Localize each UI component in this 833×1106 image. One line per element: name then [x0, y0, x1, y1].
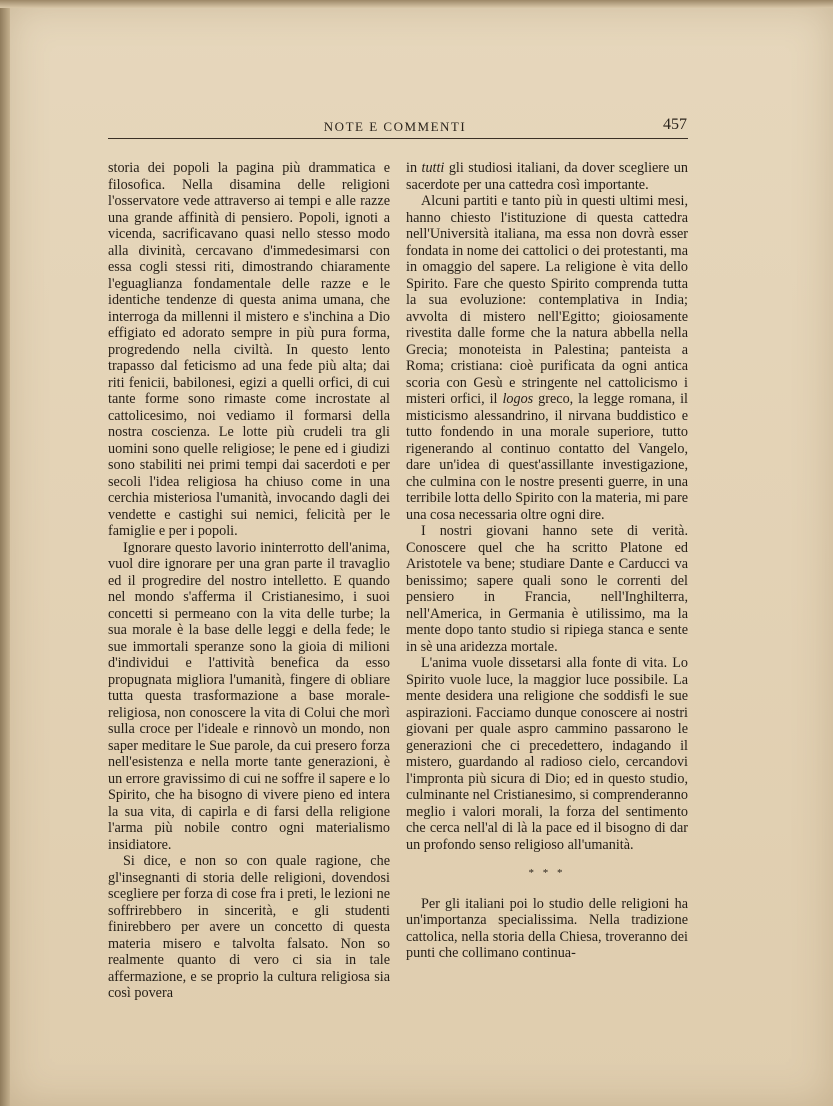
right-p2-emphasis: logos — [502, 391, 534, 407]
right-paragraph-2 — [406, 193, 688, 523]
section-separator: * * * — [528, 867, 566, 879]
right-column — [406, 160, 688, 962]
left-paragraph-3: Si dice, e non so con quale ragione, che gl'insegnanti di storia delle religioni, dovendosi scegliere per forza di cose fra i preti, le lezioni ne soffrirebbero in sincerità, e gli studenti finirebbero per avere un concetto di questa materia misero e talvolta falsato. Non so realmente quanto di vero ci sia in tale affermazione, e se proprio la cultura religiosa sia così povera — [108, 853, 390, 1001]
running-header-title: NOTE E COMMENTI — [323, 119, 467, 134]
right-p1-text-b: gli studiosi italiani, da dover scegliere un sacerdote per una cattedra così importante. — [406, 160, 688, 193]
right-paragraph-5: Per gli italiani poi lo studio delle religioni ha un'importanza specialissima. Nella tradizione cattolica, nella storia della Chiesa, troveranno dei punti che collimano continua- — [406, 895, 688, 961]
right-paragraph-3: I nostri giovani hanno sete di verità. Conoscere quel che ha scritto Platone ed Aristotele va bene; studiare Dante e Carducci va benissimo; sapere quali sono le correnti del pensiero in Francia, nell'Inghilterra, nell'America, in Germania è utilissimo, ma la mente dopo tanto studio si ripiega stanca e sente in sè una aridezza mortale. — [406, 523, 688, 655]
right-paragraph-1 — [406, 160, 688, 193]
right-paragraph-4: L'anima vuole dissetarsi alla fonte di vita. Lo Spirito vuole luce, la maggior luce possibile. La mente desidera una religione che soddisfi le sue aspirazioni. Facciamo dunque conoscere ai nostri giovani per quale aspro cammino passarono le generazioni che ci precedettero, indagando il mistero, guardando al radioso cielo, cercandovi l'impronta più sicura di Dio; ed in questo studio, culminante nel Cristianesimo, si comprenderanno meglio i valori morali, la forza del sentimento che cerca nell'al di là la pace ed il bisogno di dar un profondo senso religioso all'umanità. — [406, 655, 688, 853]
page-number: 457 — [663, 116, 687, 133]
left-paragraph-2: Ignorare questo lavorio ininterrotto dell'anima, vuol dire ignorare per una gran parte il travaglio ed il progredire del nostro intelletto. E quando nel mondo s'afferma il Cristianesimo, i suoi concetti si permeano con la vita delle turbe; la sua morale è la base delle leggi e della fede; le sue immortali speranze sono la gioia di milioni d'individui e l'attività benefica da esso propugnata migliora l'umanità, fingere di obliare tutta questa trasformazione a base morale-religiosa, non conoscere la vita di Colui che morì sulla croce per l'ideale e rinnovò un mondo, non saper meditare le Sue parole, da cui presero forza nell'esistenza e nella morte tante generazioni, è un errore gravissimo di cui ne soffre il sapere e lo Spirito, che ha bisogno di vivere pieno ed intera la sua vita, di capirla e di farsi della religione l'arma più nobile contro ogni materialismo insidiatore. — [108, 539, 390, 853]
left-paragraph-1: storia dei popoli la pagina più drammatica e filosofica. Nella disamina delle religioni l'osservatore vede attraverso ai tempi e alle razze una grande affinità di pensiero. Popoli, ignoti a vicenda, sacrificavano quasi nello stesso modo alla divinità, cercavano d'immedesimarsi con essa cogli stessi riti, dimostrando chiaramente l'eguaglianza fondamentale delle razze e le identiche tendenze di questa anima umana, che interroga da millenni il mistero e s'inchina a Dio effigiato ed adorato sempre in più pura forma, progredendo nella civiltà. In questo lento trapasso dal feticismo ad una fede più alta; dai riti fenicii, babilonesi, egizi a quelli orfici, di cui tante forme sono rimaste come incrostate al cattolicesimo, noi vediamo il formarsi della nostra coscienza. Le lotte più crudeli tra gli uomini sono quelle religiose; le pene ed i giudizi sono stabiliti nei primi tempi dai sacerdoti e per secoli l'idea religiosa ha chiuso come in una cerchia misteriosa l'umanità, invocando dagli dei vendette e castighi sui nemici, felicità per le famiglie e per i popoli. — [108, 160, 390, 539]
left-column — [108, 160, 390, 1002]
right-p1-text-a: in — [406, 160, 422, 176]
right-p2-text-b: greco, la legge romana, il misticismo alessandrino, il nirvana buddistico e tutto fondendo in una morale superiore, tutto rigenerando al continuo contatto del Vangelo, dare un'idea di quest'assillante investigazione, che culmina con le nostre presenti guerre, in una terribile lotta dello Spirito con la materia, mi pare una cosa necessaria oltre ogni dire. — [406, 391, 688, 523]
header-rule — [108, 138, 688, 139]
right-p1-emphasis: tutti — [421, 160, 445, 176]
right-p2-text-a: Alcuni partiti e tanto più in questi ultimi mesi, hanno chiesto l'istituzione di questa cattedra nell'Università italiana, ma essa non dovrà esser fondata in nome dei cattolici o dei protestanti, ma in omaggio del sapere. La religione è vita dello Spirito. Fare che questo Spirito comprenda tutta la sua evoluzione: contemplativa in India; avvolta di mistero nell'Egitto; gioiosamente rivestita dalle forme che la natura abbella nella Grecia; monoteista in Palestina; panteista a Roma; cristiana: cioè purificata da ogni antica scoria con Gesù e stringente nel cattolicismo i misteri orfici, il — [406, 193, 688, 407]
page-spine-shadow — [0, 0, 10, 1106]
page-top-edge — [0, 0, 833, 8]
